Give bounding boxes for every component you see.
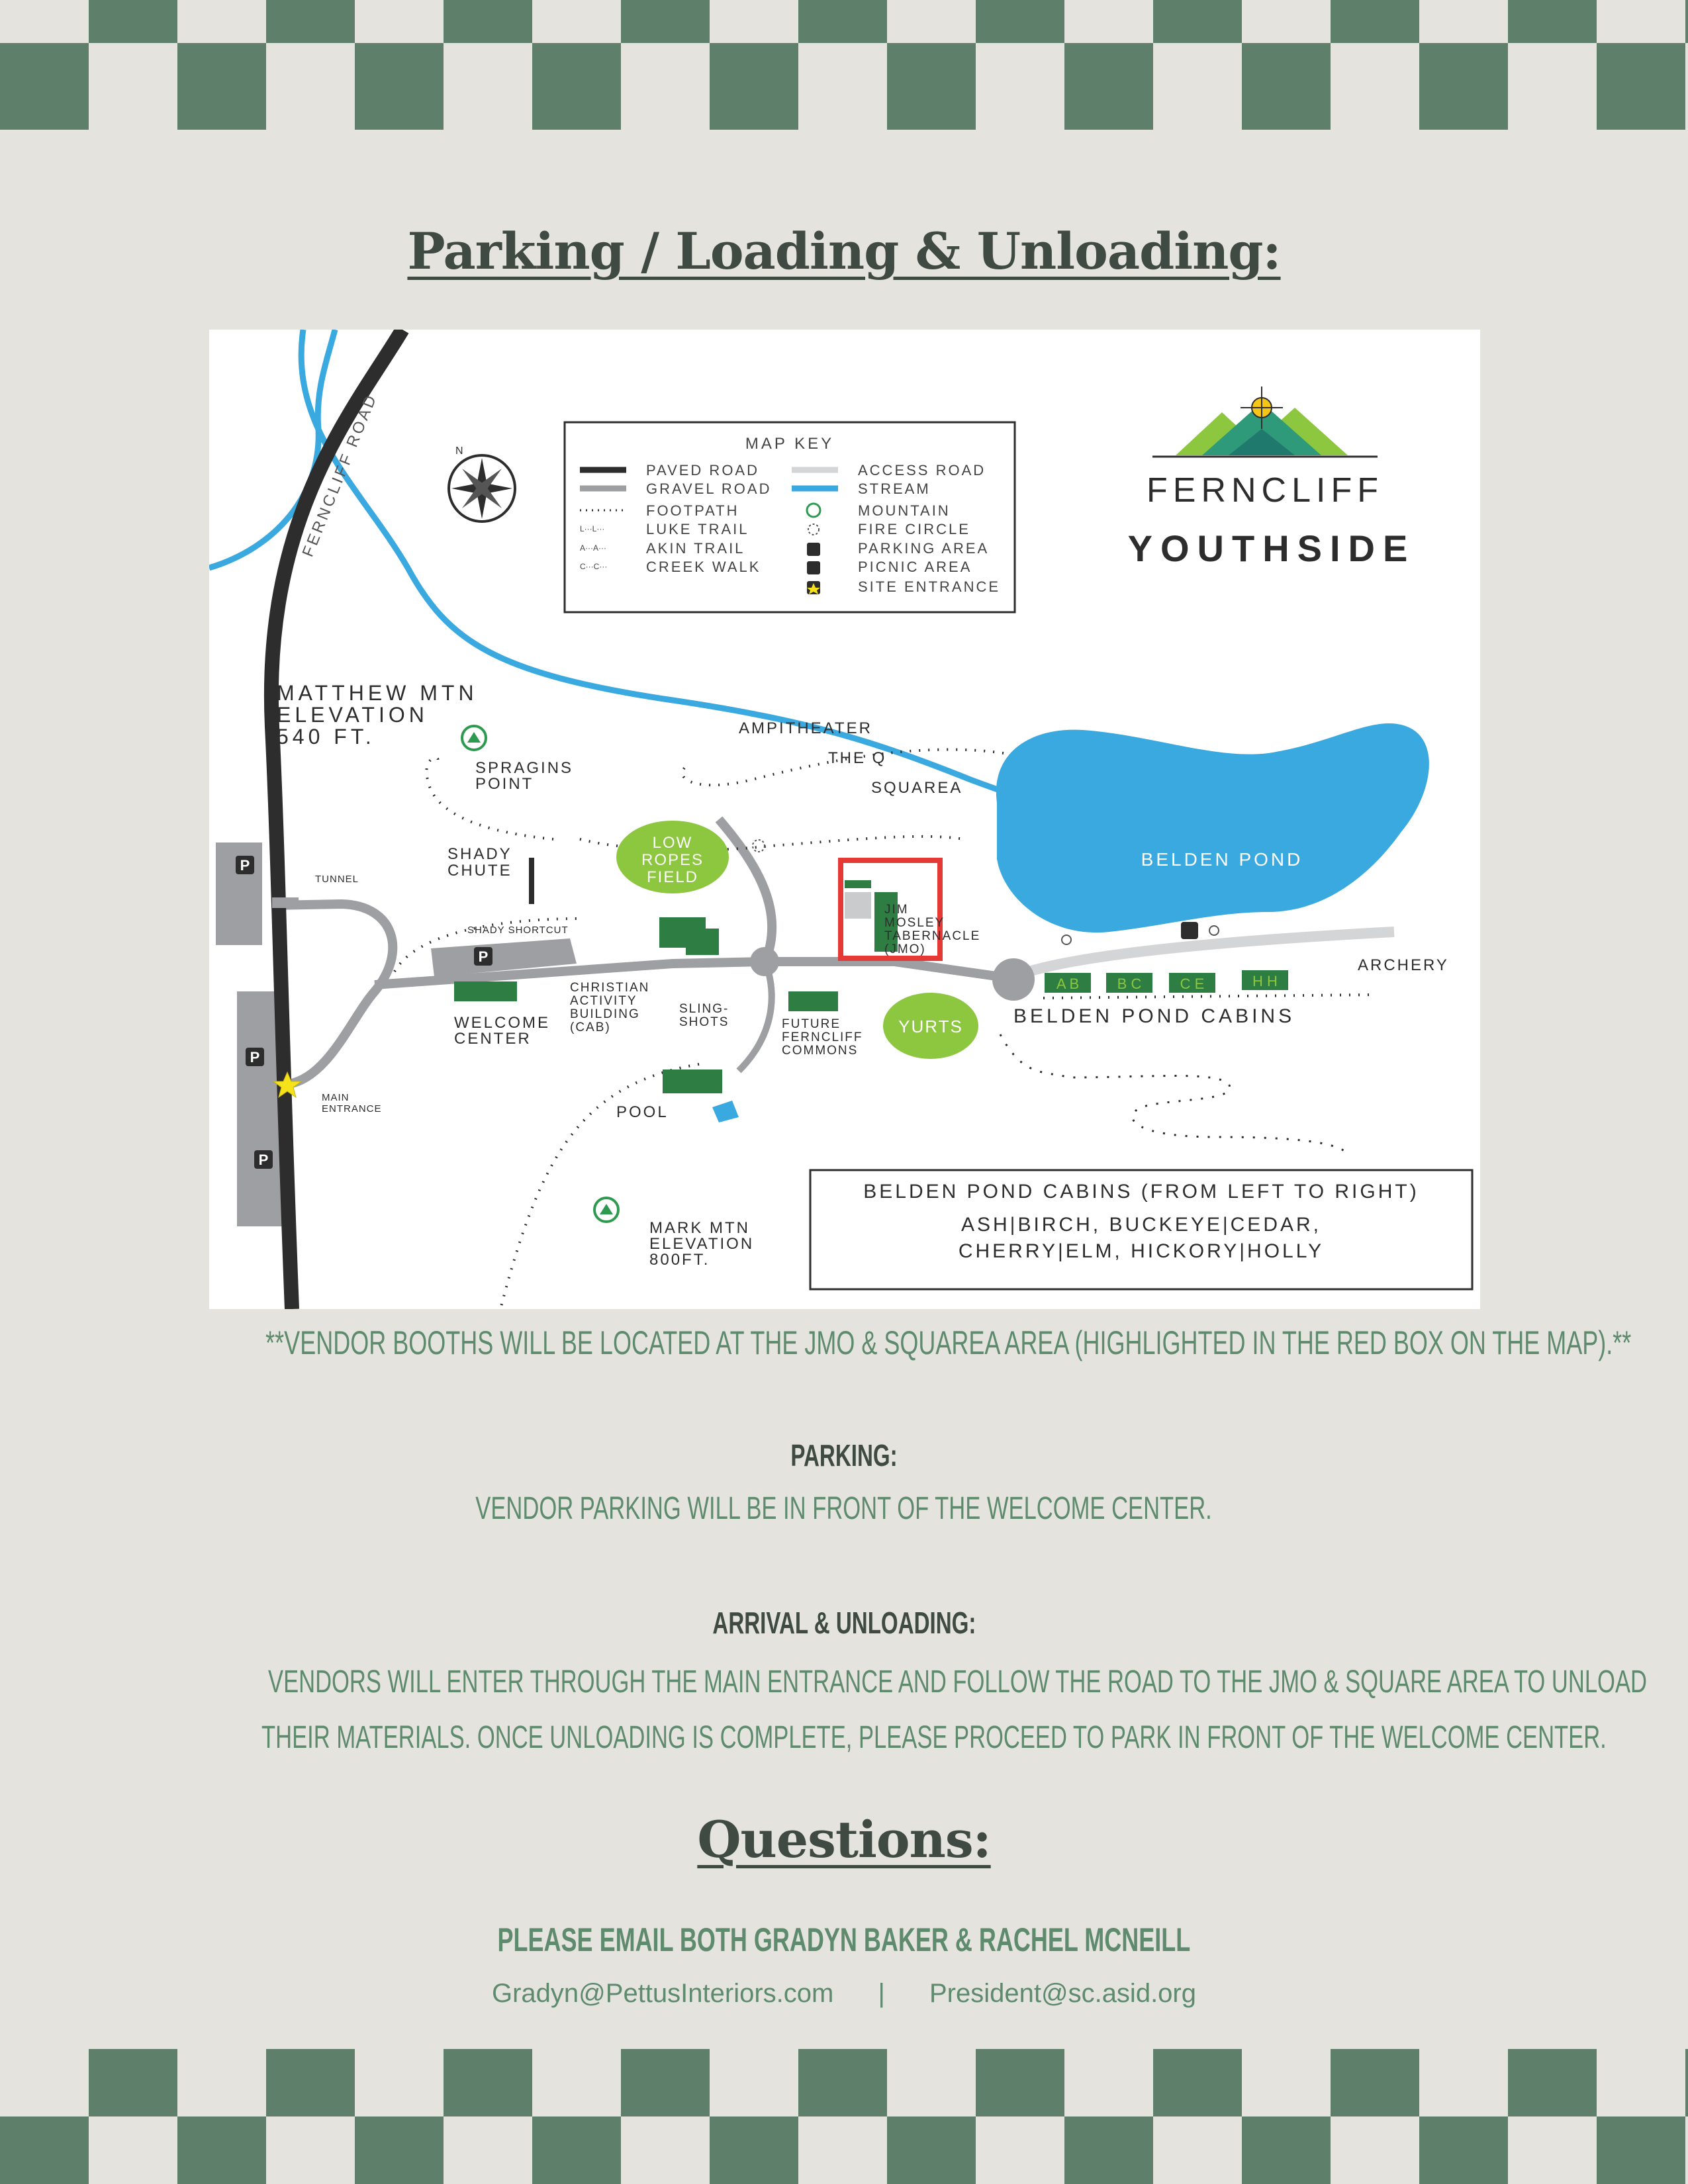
- svg-text:POINT: POINT: [475, 775, 534, 793]
- svg-text:FERNCLIFF: FERNCLIFF: [782, 1030, 863, 1044]
- svg-text:ARCHERY: ARCHERY: [1358, 956, 1449, 974]
- checker-cell: [798, 0, 887, 43]
- page-title: Parking / Loading & Unloading:: [407, 222, 1281, 281]
- mountain-icon: [594, 1198, 618, 1222]
- svg-text:P: P: [478, 948, 489, 965]
- svg-text:ENTRANCE: ENTRANCE: [322, 1103, 382, 1115]
- checker-cell: [1685, 0, 1688, 43]
- checker-cell: [798, 2049, 887, 2116]
- checker-cell: [1331, 2049, 1419, 2116]
- svg-text:A···A···: A···A···: [580, 543, 606, 553]
- svg-text:C···C···: C···C···: [580, 562, 608, 571]
- checker-cell: [177, 43, 266, 130]
- svg-text:H H: H H: [1252, 973, 1278, 989]
- svg-text:P: P: [240, 857, 250, 874]
- checker-cell: [1064, 43, 1153, 130]
- email-heading: PLEASE EMAIL BOTH GRADYN BAKER & RACHEL MCNEILL: [497, 1921, 1191, 1958]
- checker-cell: [976, 0, 1064, 43]
- svg-text:THE Q: THE Q: [828, 749, 887, 767]
- checker-cell: [89, 0, 177, 43]
- svg-text:800FT.: 800FT.: [649, 1251, 710, 1269]
- svg-text:P: P: [250, 1049, 260, 1066]
- checker-cell: [532, 43, 621, 130]
- checker-cell: [444, 0, 532, 43]
- belden-pond: [996, 723, 1429, 933]
- cabins-row: [1045, 970, 1288, 993]
- svg-text:SHOTS: SHOTS: [679, 1015, 729, 1029]
- svg-text:CHUTE: CHUTE: [447, 862, 512, 880]
- svg-text:BELDEN POND CABINS (FROM LEFT: BELDEN POND CABINS (FROM LEFT TO RIGHT): [863, 1181, 1419, 1203]
- svg-text:MAIN: MAIN: [322, 1092, 350, 1103]
- svg-text:SLING-: SLING-: [679, 1002, 729, 1016]
- welcome-center-building: [454, 981, 517, 1001]
- checker-cell: [1153, 0, 1242, 43]
- mountain-icon: [462, 726, 486, 750]
- questions-title: Questions:: [697, 1810, 991, 1869]
- top-checker-border: [0, 0, 1688, 130]
- separator: |: [878, 1979, 885, 2008]
- vendor-note: **VENDOR BOOTHS WILL BE LOCATED AT THE JMO & SQUAREA AREA (HIGHLIGHTED IN THE RED BOX ON THE MAP).**: [265, 1324, 1632, 1361]
- checker-cell: [1597, 2116, 1685, 2184]
- svg-text:MOSLEY: MOSLEY: [884, 916, 945, 930]
- checker-cell: [177, 2116, 266, 2184]
- email-link-president[interactable]: President@sc.asid.org: [929, 1979, 1196, 2008]
- arrival-text: VENDORS WILL ENTER THROUGH THE MAIN ENTRANCE AND FOLLOW THE ROAD TO THE JMO & SQUARE AREA TO UNLOAD THEIR MATERIALS. ONCE UNLOADING IS COMPLETE, PLEASE PROCEED TO PARK IN FRONT OF THE WELCOME CENTER.: [261, 1664, 1647, 1755]
- svg-text:SHADY: SHADY: [447, 845, 512, 863]
- checker-cell: [532, 2116, 621, 2184]
- checker-cell: [355, 2116, 444, 2184]
- checker-cell: [355, 43, 444, 130]
- checker-cell: [266, 2049, 355, 2116]
- svg-text:FUTURE: FUTURE: [782, 1017, 841, 1031]
- svg-text:CREEK WALK: CREEK WALK: [646, 559, 761, 575]
- checker-cell: [1419, 43, 1508, 130]
- svg-text:FOOTPATH: FOOTPATH: [646, 502, 739, 519]
- compass-icon: [449, 445, 515, 522]
- svg-text:STREAM: STREAM: [858, 480, 931, 497]
- contact-emails: [0, 1979, 1688, 2009]
- svg-text:BUILDING: BUILDING: [570, 1007, 640, 1021]
- checker-cell: [1685, 2049, 1688, 2116]
- checker-cell: [1064, 2116, 1153, 2184]
- arrival-heading: ARRIVAL & UNLOADING:: [712, 1606, 976, 1640]
- svg-text:FIELD: FIELD: [646, 868, 699, 886]
- svg-text:SHADY SHORTCUT: SHADY SHORTCUT: [467, 925, 569, 936]
- svg-text:SITE ENTRANCE: SITE ENTRANCE: [858, 578, 1001, 595]
- svg-text:PAVED ROAD: PAVED ROAD: [646, 462, 759, 478]
- checker-cell: [1153, 2049, 1242, 2116]
- svg-text:ELEVATION: ELEVATION: [277, 703, 428, 727]
- svg-text:ACCESS ROAD: ACCESS ROAD: [858, 462, 986, 478]
- checker-cell: [887, 43, 976, 130]
- email-link-gradyn[interactable]: Gradyn@PettusInteriors.com: [491, 1979, 834, 2008]
- checker-cell: [976, 2049, 1064, 2116]
- parking-heading: PARKING:: [790, 1438, 898, 1473]
- svg-text:C E: C E: [1180, 976, 1205, 992]
- parking-text: VENDOR PARKING WILL BE IN FRONT OF THE WELCOME CENTER.: [475, 1491, 1213, 1526]
- svg-text:TUNNEL: TUNNEL: [315, 874, 359, 885]
- commons-building: [788, 991, 838, 1011]
- svg-text:AMPITHEATER: AMPITHEATER: [739, 719, 872, 737]
- checker-cell: [621, 0, 710, 43]
- pool-building: [663, 1069, 722, 1093]
- svg-text:LOW: LOW: [652, 834, 693, 852]
- svg-text:540 FT.: 540 FT.: [277, 725, 375, 749]
- checker-cell: [0, 43, 89, 130]
- checker-cell: [1419, 2116, 1508, 2184]
- svg-text:MARK MTN: MARK MTN: [649, 1219, 750, 1237]
- checker-cell: [89, 2049, 177, 2116]
- svg-text:ACTIVITY: ACTIVITY: [570, 994, 637, 1008]
- svg-text:ELEVATION: ELEVATION: [649, 1235, 755, 1253]
- svg-text:A B: A B: [1056, 976, 1080, 992]
- checker-cell: [1242, 43, 1331, 130]
- checker-cell: [1597, 43, 1685, 130]
- checker-cell: [444, 2049, 532, 2116]
- checker-cell: [1508, 0, 1597, 43]
- brand-sub: YOUTHSIDE: [1127, 527, 1416, 569]
- brand-name: FERNCLIFF: [1147, 471, 1383, 510]
- picnic-icon: [1181, 922, 1198, 939]
- svg-text:POOL: POOL: [616, 1103, 669, 1121]
- svg-text:(CAB): (CAB): [570, 1021, 611, 1034]
- svg-text:MOUNTAIN: MOUNTAIN: [858, 502, 951, 519]
- svg-text:ROPES: ROPES: [641, 851, 704, 869]
- svg-text:SQUAREA: SQUAREA: [871, 779, 963, 797]
- checker-cell: [1242, 2116, 1331, 2184]
- svg-text:CHRISTIAN: CHRISTIAN: [570, 981, 650, 995]
- checker-cell: [266, 0, 355, 43]
- svg-text:PARKING AREA: PARKING AREA: [858, 540, 990, 557]
- pool: [712, 1101, 739, 1122]
- svg-text:B C: B C: [1117, 976, 1142, 992]
- label-ferncliff-road: FERNCLIFF ROAD: [299, 390, 381, 560]
- svg-text:N: N: [455, 445, 463, 457]
- svg-text:YURTS: YURTS: [898, 1017, 963, 1036]
- svg-text:ASH|BIRCH, BUCKEYE|CEDAR,: ASH|BIRCH, BUCKEYE|CEDAR,: [961, 1214, 1322, 1236]
- checker-cell: [621, 2049, 710, 2116]
- checker-cell: [0, 2116, 89, 2184]
- svg-text:TABERNACLE: TABERNACLE: [884, 929, 981, 943]
- svg-text:BELDEN POND CABINS: BELDEN POND CABINS: [1013, 1005, 1295, 1027]
- label-belden-pond: BELDEN POND: [1141, 849, 1303, 870]
- svg-text:GRAVEL ROAD: GRAVEL ROAD: [646, 480, 772, 497]
- fire-circle-icon: [753, 840, 765, 852]
- svg-text:MATTHEW MTN: MATTHEW MTN: [277, 681, 478, 705]
- svg-text:PICNIC AREA: PICNIC AREA: [858, 559, 972, 575]
- svg-text:P: P: [258, 1152, 269, 1168]
- svg-text:SPRAGINS: SPRAGINS: [475, 759, 574, 777]
- checker-cell: [710, 43, 798, 130]
- campus-map: [209, 330, 1480, 1309]
- checker-cell: [887, 2116, 976, 2184]
- checker-cell: [1331, 0, 1419, 43]
- svg-text:CENTER: CENTER: [454, 1030, 532, 1048]
- svg-text:FIRE CIRCLE: FIRE CIRCLE: [858, 521, 970, 537]
- svg-text:L···L···: L···L···: [580, 524, 605, 533]
- svg-text:COMMONS: COMMONS: [782, 1044, 859, 1058]
- checker-cell: [1508, 2049, 1597, 2116]
- svg-text:JIM: JIM: [884, 903, 909, 917]
- bottom-checker-border: [0, 2049, 1688, 2184]
- svg-text:(JMO): (JMO): [884, 942, 926, 956]
- svg-text:CHERRY|ELM, HICKORY|HOLLY: CHERRY|ELM, HICKORY|HOLLY: [958, 1240, 1325, 1262]
- svg-text:AKIN TRAIL: AKIN TRAIL: [646, 540, 745, 557]
- fire-circle-icon: [1209, 926, 1219, 935]
- svg-text:WELCOME: WELCOME: [454, 1014, 551, 1032]
- svg-text:LUKE TRAIL: LUKE TRAIL: [646, 521, 749, 537]
- ferncliff-logo: [1152, 387, 1378, 457]
- fire-circle-icon: [1062, 935, 1071, 944]
- svg-text:MAP KEY: MAP KEY: [745, 435, 835, 453]
- checker-cell: [710, 2116, 798, 2184]
